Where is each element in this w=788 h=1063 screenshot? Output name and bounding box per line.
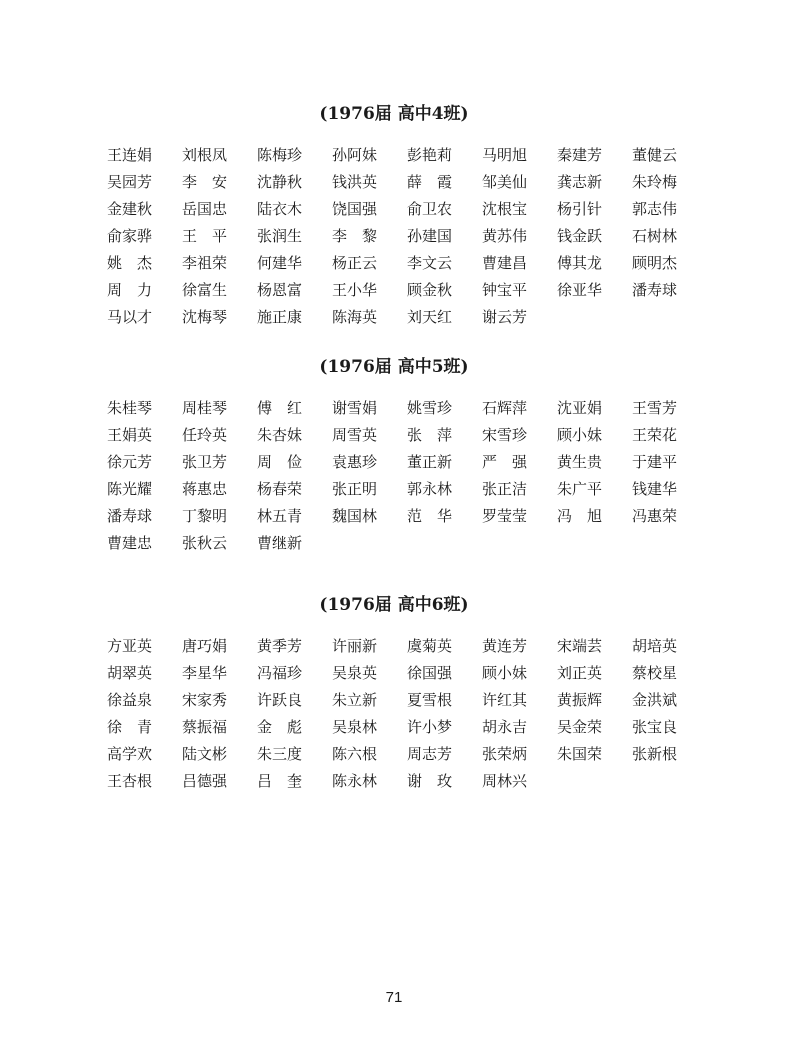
student-name: 李 黎 [332, 227, 378, 245]
student-name: 王杏根 [107, 772, 153, 790]
student-name: 傅其龙 [557, 254, 603, 272]
student-name: 张正明 [332, 480, 378, 498]
student-name: 黄振辉 [557, 691, 603, 709]
student-name: 钱金跃 [557, 227, 603, 245]
student-name: 马明旭 [482, 146, 528, 164]
student-name: 许跃良 [257, 691, 303, 709]
student-name: 郭志伟 [632, 200, 678, 218]
student-name: 吴泉林 [332, 718, 378, 736]
student-name: 许丽新 [332, 637, 378, 655]
student-name: 施正康 [257, 308, 303, 326]
student-name: 吕 奎 [257, 772, 303, 790]
student-name: 陈梅珍 [257, 146, 303, 164]
student-name: 周志芳 [407, 745, 453, 763]
student-name: 秦建芳 [557, 146, 603, 164]
student-name: 俞卫农 [407, 200, 453, 218]
student-name: 王连娟 [107, 146, 153, 164]
student-name: 张宝良 [632, 718, 678, 736]
student-name: 丁黎明 [182, 507, 228, 525]
student-name: 黄生贵 [557, 453, 603, 471]
name-list [107, 633, 707, 795]
student-name: 石辉萍 [482, 399, 528, 417]
page-number: 71 [385, 989, 403, 1006]
student-name: 张荣炳 [482, 745, 528, 763]
student-name: 唐巧娟 [182, 637, 228, 655]
student-name: 刘天红 [407, 308, 453, 326]
student-name: 张秋云 [182, 534, 228, 552]
student-name: 李祖荣 [182, 254, 228, 272]
student-name: 俞家骅 [107, 227, 153, 245]
student-name: 李 安 [182, 173, 228, 191]
student-name: 徐 青 [107, 718, 153, 736]
student-name: 陈海英 [332, 308, 378, 326]
student-name: 钱建华 [632, 480, 678, 498]
student-name: 王雪芳 [632, 399, 678, 417]
student-name: 徐亚华 [557, 281, 603, 299]
student-name: 薛 霞 [407, 173, 453, 191]
student-name: 王娟英 [107, 426, 153, 444]
student-name: 杨春荣 [257, 480, 303, 498]
student-name: 罗莹莹 [482, 507, 528, 525]
student-name: 吕德强 [182, 772, 228, 790]
student-name: 沈静秋 [257, 173, 303, 191]
student-name: 沈根宝 [482, 200, 528, 218]
student-name: 林五青 [257, 507, 303, 525]
student-name: 潘寿球 [632, 281, 678, 299]
student-name: 孙阿妹 [332, 146, 378, 164]
student-name: 潘寿球 [107, 507, 153, 525]
student-name: 谢雪娟 [332, 399, 378, 417]
student-name: 彭艳莉 [407, 146, 453, 164]
student-name: 傅 红 [257, 399, 303, 417]
student-name: 张正洁 [482, 480, 528, 498]
student-name: 龚志新 [557, 173, 603, 191]
student-name: 朱三度 [257, 745, 303, 763]
student-name: 蒋惠忠 [182, 480, 228, 498]
student-name: 张润生 [257, 227, 303, 245]
student-name: 方亚英 [107, 637, 153, 655]
student-name: 冯福珍 [257, 664, 303, 682]
name-list [107, 395, 707, 557]
student-name: 陆文彬 [182, 745, 228, 763]
student-name: 张卫芳 [182, 453, 228, 471]
student-name: 刘根凤 [182, 146, 228, 164]
student-name: 朱玲梅 [632, 173, 678, 191]
student-name: 周桂琴 [182, 399, 228, 417]
student-name: 黄连芳 [482, 637, 528, 655]
student-name: 宋雪珍 [482, 426, 528, 444]
student-name: 杨恩富 [257, 281, 303, 299]
student-name: 周 俭 [257, 453, 303, 471]
student-name: 黄苏伟 [482, 227, 528, 245]
student-name: 董健云 [632, 146, 678, 164]
student-name: 沈梅琴 [182, 308, 228, 326]
student-name: 金建秋 [107, 200, 153, 218]
student-name: 周林兴 [482, 772, 528, 790]
student-name: 孙建国 [407, 227, 453, 245]
student-name: 马以才 [107, 308, 153, 326]
student-name: 蔡振福 [182, 718, 228, 736]
student-name: 许红其 [482, 691, 528, 709]
student-name: 夏雪根 [407, 691, 453, 709]
student-name: 朱国荣 [557, 745, 603, 763]
student-name: 魏国林 [332, 507, 378, 525]
student-name: 冯惠荣 [632, 507, 678, 525]
student-name: 曹建忠 [107, 534, 153, 552]
student-name: 金 彪 [257, 718, 303, 736]
student-name: 饶国强 [332, 200, 378, 218]
student-name: 刘正英 [557, 664, 603, 682]
student-name: 王荣花 [632, 426, 678, 444]
student-name: 朱广平 [557, 480, 603, 498]
student-name: 胡翠英 [107, 664, 153, 682]
student-name: 徐益泉 [107, 691, 153, 709]
section-title: (1976届 高中6班) [319, 595, 469, 615]
student-name: 胡培英 [632, 637, 678, 655]
name-list [107, 142, 707, 331]
student-name: 胡永吉 [482, 718, 528, 736]
student-name: 朱杏妹 [257, 426, 303, 444]
student-name: 徐元芳 [107, 453, 153, 471]
student-name: 顾明杰 [632, 254, 678, 272]
student-name: 顾金秋 [407, 281, 453, 299]
student-name: 陈光耀 [107, 480, 153, 498]
student-name: 曹建昌 [482, 254, 528, 272]
student-name: 吴金荣 [557, 718, 603, 736]
student-name: 陈永林 [332, 772, 378, 790]
student-name: 张 萍 [407, 426, 453, 444]
student-name: 黄季芳 [257, 637, 303, 655]
student-name: 顾小妹 [482, 664, 528, 682]
student-name: 陆衣木 [257, 200, 303, 218]
student-name: 钱洪英 [332, 173, 378, 191]
student-name: 范 华 [407, 507, 453, 525]
student-name: 姚 杰 [107, 254, 153, 272]
student-name: 宋家秀 [182, 691, 228, 709]
student-name: 许小梦 [407, 718, 453, 736]
student-name: 吴园芳 [107, 173, 153, 191]
student-name: 何建华 [257, 254, 303, 272]
student-name: 岳国忠 [182, 200, 228, 218]
student-name: 姚雪珍 [407, 399, 453, 417]
section-title: (1976届 高中4班) [319, 104, 469, 124]
student-name: 蔡校星 [632, 664, 678, 682]
student-name: 宋端芸 [557, 637, 603, 655]
student-name: 郭永林 [407, 480, 453, 498]
section-title: (1976届 高中5班) [319, 357, 469, 377]
student-name: 曹继新 [257, 534, 303, 552]
student-name: 董正新 [407, 453, 453, 471]
student-name: 王小华 [332, 281, 378, 299]
student-name: 虞菊英 [407, 637, 453, 655]
student-name: 徐国强 [407, 664, 453, 682]
student-name: 袁惠珍 [332, 453, 378, 471]
student-name: 周 力 [107, 281, 153, 299]
student-name: 冯 旭 [557, 507, 603, 525]
student-name: 任玲英 [182, 426, 228, 444]
student-name: 顾小妹 [557, 426, 603, 444]
student-name: 谢 玫 [407, 772, 453, 790]
student-name: 陈六根 [332, 745, 378, 763]
student-name: 谢云芳 [482, 308, 528, 326]
student-name: 于建平 [632, 453, 678, 471]
student-name: 张新根 [632, 745, 678, 763]
student-name: 邹美仙 [482, 173, 528, 191]
student-name: 李文云 [407, 254, 453, 272]
student-name: 严 强 [482, 453, 528, 471]
student-name: 徐富生 [182, 281, 228, 299]
student-name: 沈亚娟 [557, 399, 603, 417]
student-name: 朱桂琴 [107, 399, 153, 417]
student-name: 高学欢 [107, 745, 153, 763]
student-name: 杨正云 [332, 254, 378, 272]
student-name: 周雪英 [332, 426, 378, 444]
student-name: 王 平 [182, 227, 228, 245]
student-name: 钟宝平 [482, 281, 528, 299]
student-name: 杨引针 [557, 200, 603, 218]
student-name: 金洪斌 [632, 691, 678, 709]
student-name: 石树林 [632, 227, 678, 245]
student-name: 朱立新 [332, 691, 378, 709]
student-name: 李星华 [182, 664, 228, 682]
student-name: 吴泉英 [332, 664, 378, 682]
